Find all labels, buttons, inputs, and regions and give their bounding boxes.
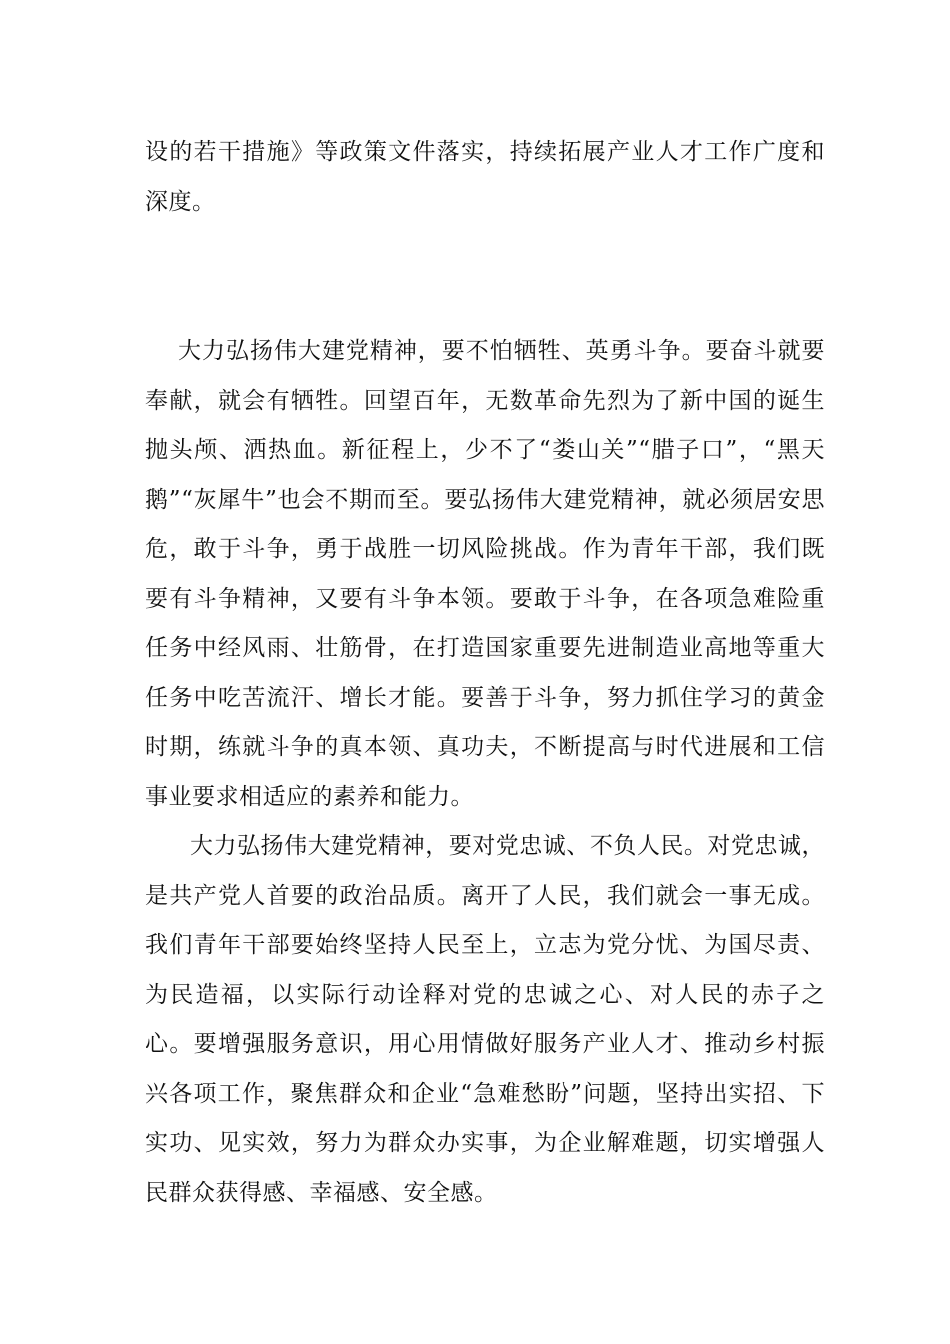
paragraph-continuation: 设的若干措施》等政策文件落实，持续拓展产业人才工作广度和深度。	[145, 139, 825, 215]
paragraph-loyalty-to-party: 大力弘扬伟大建党精神，要对党忠诚、不负人民。对党忠诚，是共产党人首要的政治品质。离开了人民，我们就会一事无成。我们青年干部要始终坚持人民至上，立志为党分忧、为国尽责、为民造福，以实际行动诠释对党的忠诚之心、对人民的赤子之心。要增强服务意识，用心用情做好服务产业人才、推动乡村振兴各项工作，聚焦群众和企业“急难愁盼”问题，坚持出实招、下实功、见实效，努力为群众办实事，为企业解难题，切实增强人民群众获得感、幸福感、安全感。	[145, 833, 825, 1206]
paragraph-fearless-struggle: 大力弘扬伟大建党精神，要不怕牺牲、英勇斗争。要奋斗就要奉献，就会有牺牲。回望百年，无数革命先烈为了新中国的诞生抛头颅、洒热血。新征程上，少不了“娄山关”“腊子口”，“黑天鹅”“灰犀牛”也会不期而至。要弘扬伟大建党精神，就必须居安思危，敢于斗争，勇于战胜一切风险挑战。作为青年干部，我们既要有斗争精神，又要有斗争本领。要敢于斗争，在各项急难险重任务中经风雨、壮筋骨，在打造国家重要先进制造业高地等重大任务中吃苦流汗、增长才能。要善于斗争，努力抓住学习的黄金时期，练就斗争的真本领、真功夫，不断提高与时代进展和工信事业要求相适应的素养和能力。	[145, 338, 825, 810]
